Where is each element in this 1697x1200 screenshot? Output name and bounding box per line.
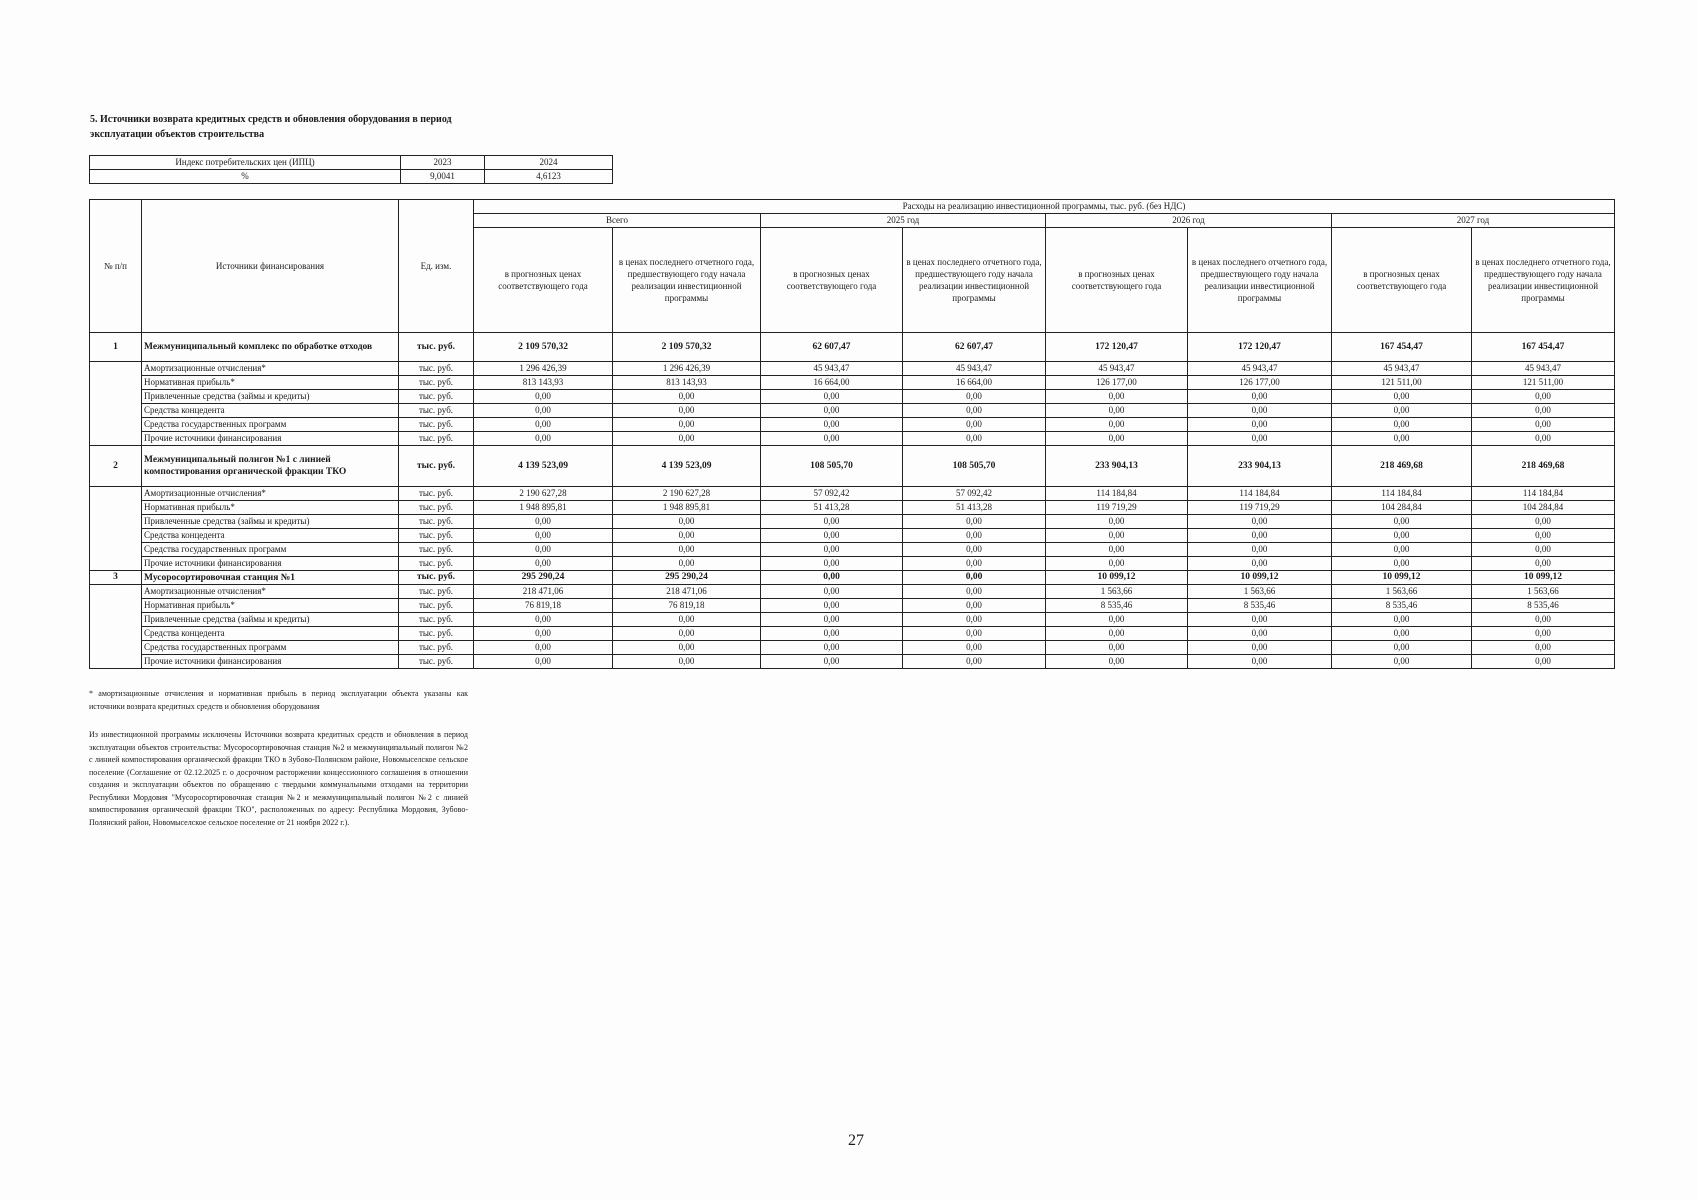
value-cell: 119 719,29	[1188, 501, 1332, 515]
value-cell: 0,00	[903, 529, 1046, 543]
unit-cell: тыс. руб.	[399, 446, 474, 487]
header-period: 2025 год	[761, 214, 1046, 228]
source-row	[90, 529, 1615, 543]
value-cell: 1 296 426,39	[474, 362, 613, 376]
value-cell: 0,00	[903, 404, 1046, 418]
unit-cell: тыс. руб.	[399, 362, 474, 376]
value-cell: 0,00	[1188, 404, 1332, 418]
footnote-asterisk: * амортизационные отчисления и нормативная прибыль в период эксплуатации объекта указаны как источники возврата кредитных средств и обновления оборудования	[89, 689, 468, 711]
value-cell: 0,00	[1046, 641, 1188, 655]
value-cell: 0,00	[1472, 432, 1615, 446]
value-cell: 0,00	[1188, 627, 1332, 641]
value-cell: 2 109 570,32	[474, 333, 613, 362]
value-cell: 0,00	[1332, 543, 1472, 557]
value-cell: 0,00	[1332, 627, 1472, 641]
value-cell: 0,00	[1472, 613, 1615, 627]
value-cell: 0,00	[613, 515, 761, 529]
source-row	[90, 655, 1615, 669]
value-cell: 218 471,06	[613, 585, 761, 599]
cpi-unit: %	[90, 170, 401, 184]
source-row	[90, 390, 1615, 404]
value-cell: 0,00	[761, 557, 903, 571]
header-forecast-prices: в прогнозных ценах соответствующего года	[474, 228, 613, 333]
header-unit: Ед. изм.	[399, 200, 474, 333]
value-cell: 121 511,00	[1472, 376, 1615, 390]
value-cell: 62 607,47	[903, 333, 1046, 362]
value-cell: 57 092,42	[761, 487, 903, 501]
cpi-value: 4,6123	[485, 170, 613, 184]
value-cell: 8 535,46	[1472, 599, 1615, 613]
value-cell: 0,00	[474, 613, 613, 627]
value-cell: 0,00	[761, 627, 903, 641]
value-cell: 51 413,28	[761, 501, 903, 515]
value-cell: 1 948 895,81	[613, 501, 761, 515]
unit-cell: тыс. руб.	[399, 557, 474, 571]
value-cell: 76 819,18	[474, 599, 613, 613]
value-cell: 114 184,84	[1188, 487, 1332, 501]
value-cell: 0,00	[903, 432, 1046, 446]
value-cell: 0,00	[1046, 432, 1188, 446]
value-cell: 0,00	[613, 418, 761, 432]
group-row	[90, 571, 1615, 585]
source-name: Амортизационные отчисления*	[142, 362, 399, 376]
source-name: Средства концедента	[142, 404, 399, 418]
source-name: Прочие источники финансирования	[142, 655, 399, 669]
source-row	[90, 613, 1615, 627]
value-cell: 0,00	[1472, 543, 1615, 557]
value-cell: 233 904,13	[1188, 446, 1332, 487]
value-cell: 0,00	[903, 557, 1046, 571]
header-expenses: Расходы на реализацию инвестиционной программы, тыс. руб. (без НДС)	[474, 200, 1615, 214]
value-cell: 2 190 627,28	[474, 487, 613, 501]
value-cell: 0,00	[474, 641, 613, 655]
value-cell: 167 454,47	[1332, 333, 1472, 362]
value-cell: 0,00	[1188, 655, 1332, 669]
source-name: Амортизационные отчисления*	[142, 585, 399, 599]
value-cell: 0,00	[903, 585, 1046, 599]
object-name: Межмуниципальный комплекс по обработке отходов	[142, 333, 399, 362]
source-name: Средства государственных программ	[142, 543, 399, 557]
value-cell: 0,00	[1472, 404, 1615, 418]
header-period: Всего	[474, 214, 761, 228]
value-cell: 10 099,12	[1332, 571, 1472, 585]
value-cell: 218 471,06	[474, 585, 613, 599]
source-name: Привлеченные средства (займы и кредиты)	[142, 613, 399, 627]
source-name: Средства концедента	[142, 627, 399, 641]
source-row	[90, 418, 1615, 432]
source-row	[90, 362, 1615, 376]
source-row	[90, 501, 1615, 515]
source-name: Прочие источники финансирования	[142, 432, 399, 446]
value-cell: 0,00	[1332, 404, 1472, 418]
unit-cell: тыс. руб.	[399, 599, 474, 613]
source-row	[90, 627, 1615, 641]
value-cell: 0,00	[1472, 655, 1615, 669]
value-cell: 45 943,47	[1046, 362, 1188, 376]
value-cell: 0,00	[1332, 515, 1472, 529]
value-cell: 0,00	[613, 655, 761, 669]
cpi-label: Индекс потребительских цен (ИПЦ)	[90, 156, 401, 170]
value-cell: 1 948 895,81	[474, 501, 613, 515]
source-row	[90, 543, 1615, 557]
value-cell: 0,00	[474, 418, 613, 432]
value-cell: 0,00	[903, 599, 1046, 613]
value-cell: 0,00	[761, 585, 903, 599]
source-row	[90, 585, 1615, 599]
value-cell: 0,00	[761, 655, 903, 669]
value-cell: 121 511,00	[1332, 376, 1472, 390]
value-cell: 0,00	[613, 557, 761, 571]
source-row	[90, 599, 1615, 613]
section-heading: 5. Источники возврата кредитных средств и обновления оборудования в период эксплуатации объектов строительства	[90, 114, 452, 140]
value-cell: 233 904,13	[1046, 446, 1188, 487]
unit-cell: тыс. руб.	[399, 515, 474, 529]
value-cell: 0,00	[761, 543, 903, 557]
value-cell: 0,00	[761, 529, 903, 543]
value-cell: 45 943,47	[1332, 362, 1472, 376]
value-cell: 0,00	[761, 515, 903, 529]
financing-table	[89, 199, 1615, 669]
value-cell: 0,00	[903, 571, 1046, 585]
value-cell: 57 092,42	[903, 487, 1046, 501]
value-cell: 813 143,93	[613, 376, 761, 390]
value-cell: 8 535,46	[1046, 599, 1188, 613]
cpi-year: 2024	[485, 156, 613, 170]
unit-cell: тыс. руб.	[399, 418, 474, 432]
source-name: Нормативная прибыль*	[142, 501, 399, 515]
value-cell: 1 296 426,39	[613, 362, 761, 376]
value-cell: 0,00	[903, 627, 1046, 641]
object-name: Мусоросортировочная станция №1	[142, 571, 399, 585]
value-cell: 4 139 523,09	[613, 446, 761, 487]
value-cell: 172 120,47	[1188, 333, 1332, 362]
unit-cell: тыс. руб.	[399, 543, 474, 557]
value-cell: 0,00	[1472, 529, 1615, 543]
value-cell: 0,00	[1188, 641, 1332, 655]
value-cell: 0,00	[1046, 557, 1188, 571]
unit-cell: тыс. руб.	[399, 376, 474, 390]
row-number: 2	[90, 446, 142, 487]
value-cell: 0,00	[761, 571, 903, 585]
source-name: Средства государственных программ	[142, 641, 399, 655]
value-cell: 0,00	[903, 418, 1046, 432]
value-cell: 10 099,12	[1188, 571, 1332, 585]
value-cell: 1 563,66	[1472, 585, 1615, 599]
header-period: 2026 год	[1046, 214, 1332, 228]
value-cell: 0,00	[761, 432, 903, 446]
header-base-prices: в ценах последнего отчетного года, предшествующего году начала реализации инвестиционной программы	[903, 228, 1046, 333]
value-cell: 0,00	[761, 404, 903, 418]
value-cell: 0,00	[1188, 515, 1332, 529]
value-cell: 108 505,70	[761, 446, 903, 487]
value-cell: 108 505,70	[903, 446, 1046, 487]
footnote-exclusion: Из инвестиционной программы исключены Источники возврата кредитных средств и обновления в период эксплуатации объектов строительства: Мусоросортировочная станция №2 и межмуниципальный полигон №2 с линией компостирования органической фракции ТКО в Зубово-Полянском районе, Новомыселское сельское поселение (Соглашение от 02.12.2025 г. о досрочном расторжении концессионного соглашения в отношении создания и эксплуатации объектов по обращению с твердыми коммунальными отходами на территории Республики Мордовия "Мусоросортировочная станция №2 и межмуниципальный полигон №2 с линией компостирования органической фракции ТКО", расположенных по адресу: Республика Мордовия, Зубово-Полянский район, Новомыселское сельское поселение от 21 ноября 2022 г.).	[89, 730, 468, 827]
value-cell: 0,00	[613, 641, 761, 655]
header-forecast-prices: в прогнозных ценах соответствующего года	[1332, 228, 1472, 333]
value-cell: 0,00	[1046, 543, 1188, 557]
value-cell: 10 099,12	[1472, 571, 1615, 585]
value-cell: 2 190 627,28	[613, 487, 761, 501]
value-cell: 0,00	[1046, 418, 1188, 432]
value-cell: 0,00	[1332, 390, 1472, 404]
unit-cell: тыс. руб.	[399, 613, 474, 627]
value-cell: 104 284,84	[1332, 501, 1472, 515]
value-cell: 1 563,66	[1332, 585, 1472, 599]
empty-num-cell	[90, 362, 142, 446]
source-row	[90, 404, 1615, 418]
group-row	[90, 446, 1615, 487]
value-cell: 10 099,12	[1046, 571, 1188, 585]
value-cell: 0,00	[1188, 529, 1332, 543]
value-cell: 104 284,84	[1472, 501, 1615, 515]
value-cell: 0,00	[474, 432, 613, 446]
header-forecast-prices: в прогнозных ценах соответствующего года	[761, 228, 903, 333]
group-row	[90, 333, 1615, 362]
value-cell: 0,00	[761, 599, 903, 613]
value-cell: 0,00	[474, 655, 613, 669]
value-cell: 1 563,66	[1046, 585, 1188, 599]
value-cell: 0,00	[613, 390, 761, 404]
value-cell: 16 664,00	[903, 376, 1046, 390]
value-cell: 218 469,68	[1472, 446, 1615, 487]
value-cell: 0,00	[1332, 418, 1472, 432]
value-cell: 0,00	[474, 515, 613, 529]
value-cell: 45 943,47	[1472, 362, 1615, 376]
empty-num-cell	[90, 487, 142, 571]
value-cell: 51 413,28	[903, 501, 1046, 515]
value-cell: 0,00	[1188, 418, 1332, 432]
source-name: Средства государственных программ	[142, 418, 399, 432]
value-cell: 0,00	[474, 404, 613, 418]
value-cell: 0,00	[1046, 613, 1188, 627]
unit-cell: тыс. руб.	[399, 333, 474, 362]
value-cell: 295 290,24	[613, 571, 761, 585]
value-cell: 0,00	[613, 627, 761, 641]
value-cell: 0,00	[1188, 390, 1332, 404]
value-cell: 0,00	[1188, 613, 1332, 627]
value-cell: 45 943,47	[1188, 362, 1332, 376]
value-cell: 0,00	[613, 529, 761, 543]
value-cell: 0,00	[1332, 655, 1472, 669]
value-cell: 0,00	[613, 432, 761, 446]
value-cell: 0,00	[613, 613, 761, 627]
value-cell: 0,00	[1046, 627, 1188, 641]
value-cell: 8 535,46	[1188, 599, 1332, 613]
source-row	[90, 641, 1615, 655]
value-cell: 16 664,00	[761, 376, 903, 390]
value-cell: 0,00	[903, 390, 1046, 404]
cpi-value: 9,0041	[401, 170, 485, 184]
value-cell: 0,00	[1472, 557, 1615, 571]
header-period: 2027 год	[1332, 214, 1615, 228]
value-cell: 45 943,47	[903, 362, 1046, 376]
value-cell: 0,00	[903, 641, 1046, 655]
value-cell: 0,00	[903, 655, 1046, 669]
unit-cell: тыс. руб.	[399, 641, 474, 655]
value-cell: 119 719,29	[1046, 501, 1188, 515]
source-name: Прочие источники финансирования	[142, 557, 399, 571]
source-row	[90, 376, 1615, 390]
cpi-year: 2023	[401, 156, 485, 170]
value-cell: 0,00	[474, 557, 613, 571]
unit-cell: тыс. руб.	[399, 432, 474, 446]
value-cell: 1 563,66	[1188, 585, 1332, 599]
header-base-prices: в ценах последнего отчетного года, предшествующего году начала реализации инвестиционной программы	[1472, 228, 1615, 333]
value-cell: 0,00	[1332, 557, 1472, 571]
value-cell: 0,00	[761, 418, 903, 432]
value-cell: 0,00	[1332, 432, 1472, 446]
unit-cell: тыс. руб.	[399, 487, 474, 501]
value-cell: 0,00	[474, 627, 613, 641]
source-row	[90, 432, 1615, 446]
header-source: Источники финансирования	[142, 200, 399, 333]
value-cell: 0,00	[1472, 418, 1615, 432]
value-cell: 0,00	[1332, 529, 1472, 543]
value-cell: 0,00	[474, 529, 613, 543]
header-num: № п/п	[90, 200, 142, 333]
value-cell: 2 109 570,32	[613, 333, 761, 362]
unit-cell: тыс. руб.	[399, 655, 474, 669]
value-cell: 0,00	[1332, 641, 1472, 655]
value-cell: 295 290,24	[474, 571, 613, 585]
value-cell: 0,00	[1046, 404, 1188, 418]
value-cell: 0,00	[1472, 515, 1615, 529]
source-name: Средства концедента	[142, 529, 399, 543]
unit-cell: тыс. руб.	[399, 404, 474, 418]
value-cell: 218 469,68	[1332, 446, 1472, 487]
value-cell: 114 184,84	[1332, 487, 1472, 501]
value-cell: 0,00	[1046, 390, 1188, 404]
object-name: Межмуниципальный полигон №1 с линией компостирования органической фракции ТКО	[142, 446, 399, 487]
value-cell: 0,00	[1046, 655, 1188, 669]
value-cell: 0,00	[1188, 432, 1332, 446]
value-cell: 813 143,93	[474, 376, 613, 390]
value-cell: 0,00	[1188, 557, 1332, 571]
value-cell: 0,00	[761, 613, 903, 627]
value-cell: 0,00	[761, 641, 903, 655]
value-cell: 0,00	[903, 543, 1046, 557]
source-row	[90, 557, 1615, 571]
row-number: 1	[90, 333, 142, 362]
value-cell: 0,00	[1472, 641, 1615, 655]
source-row	[90, 487, 1615, 501]
cpi-table	[89, 155, 613, 184]
header-base-prices: в ценах последнего отчетного года, предшествующего году начала реализации инвестиционной программы	[1188, 228, 1332, 333]
value-cell: 126 177,00	[1046, 376, 1188, 390]
unit-cell: тыс. руб.	[399, 529, 474, 543]
value-cell: 4 139 523,09	[474, 446, 613, 487]
source-name: Привлеченные средства (займы и кредиты)	[142, 390, 399, 404]
source-name: Нормативная прибыль*	[142, 599, 399, 613]
value-cell: 76 819,18	[613, 599, 761, 613]
source-name: Амортизационные отчисления*	[142, 487, 399, 501]
source-name: Привлеченные средства (займы и кредиты)	[142, 515, 399, 529]
source-name: Нормативная прибыль*	[142, 376, 399, 390]
value-cell: 0,00	[613, 543, 761, 557]
value-cell: 114 184,84	[1046, 487, 1188, 501]
value-cell: 114 184,84	[1472, 487, 1615, 501]
value-cell: 126 177,00	[1188, 376, 1332, 390]
row-number: 3	[90, 571, 142, 585]
header-forecast-prices: в прогнозных ценах соответствующего года	[1046, 228, 1188, 333]
value-cell: 45 943,47	[761, 362, 903, 376]
value-cell: 0,00	[1046, 529, 1188, 543]
value-cell: 0,00	[1472, 627, 1615, 641]
value-cell: 167 454,47	[1472, 333, 1615, 362]
unit-cell: тыс. руб.	[399, 501, 474, 515]
value-cell: 0,00	[903, 515, 1046, 529]
unit-cell: тыс. руб.	[399, 390, 474, 404]
value-cell: 62 607,47	[761, 333, 903, 362]
value-cell: 0,00	[474, 543, 613, 557]
value-cell: 0,00	[1046, 515, 1188, 529]
value-cell: 0,00	[1188, 543, 1332, 557]
unit-cell: тыс. руб.	[399, 627, 474, 641]
header-base-prices: в ценах последнего отчетного года, предшествующего году начала реализации инвестиционной программы	[613, 228, 761, 333]
value-cell: 0,00	[1472, 390, 1615, 404]
unit-cell: тыс. руб.	[399, 571, 474, 585]
value-cell: 172 120,47	[1046, 333, 1188, 362]
value-cell: 0,00	[474, 390, 613, 404]
empty-num-cell	[90, 585, 142, 669]
value-cell: 8 535,46	[1332, 599, 1472, 613]
unit-cell: тыс. руб.	[399, 585, 474, 599]
value-cell: 0,00	[903, 613, 1046, 627]
value-cell: 0,00	[613, 404, 761, 418]
value-cell: 0,00	[1332, 613, 1472, 627]
page-number: 27	[848, 1132, 864, 1149]
value-cell: 0,00	[761, 390, 903, 404]
source-row	[90, 515, 1615, 529]
